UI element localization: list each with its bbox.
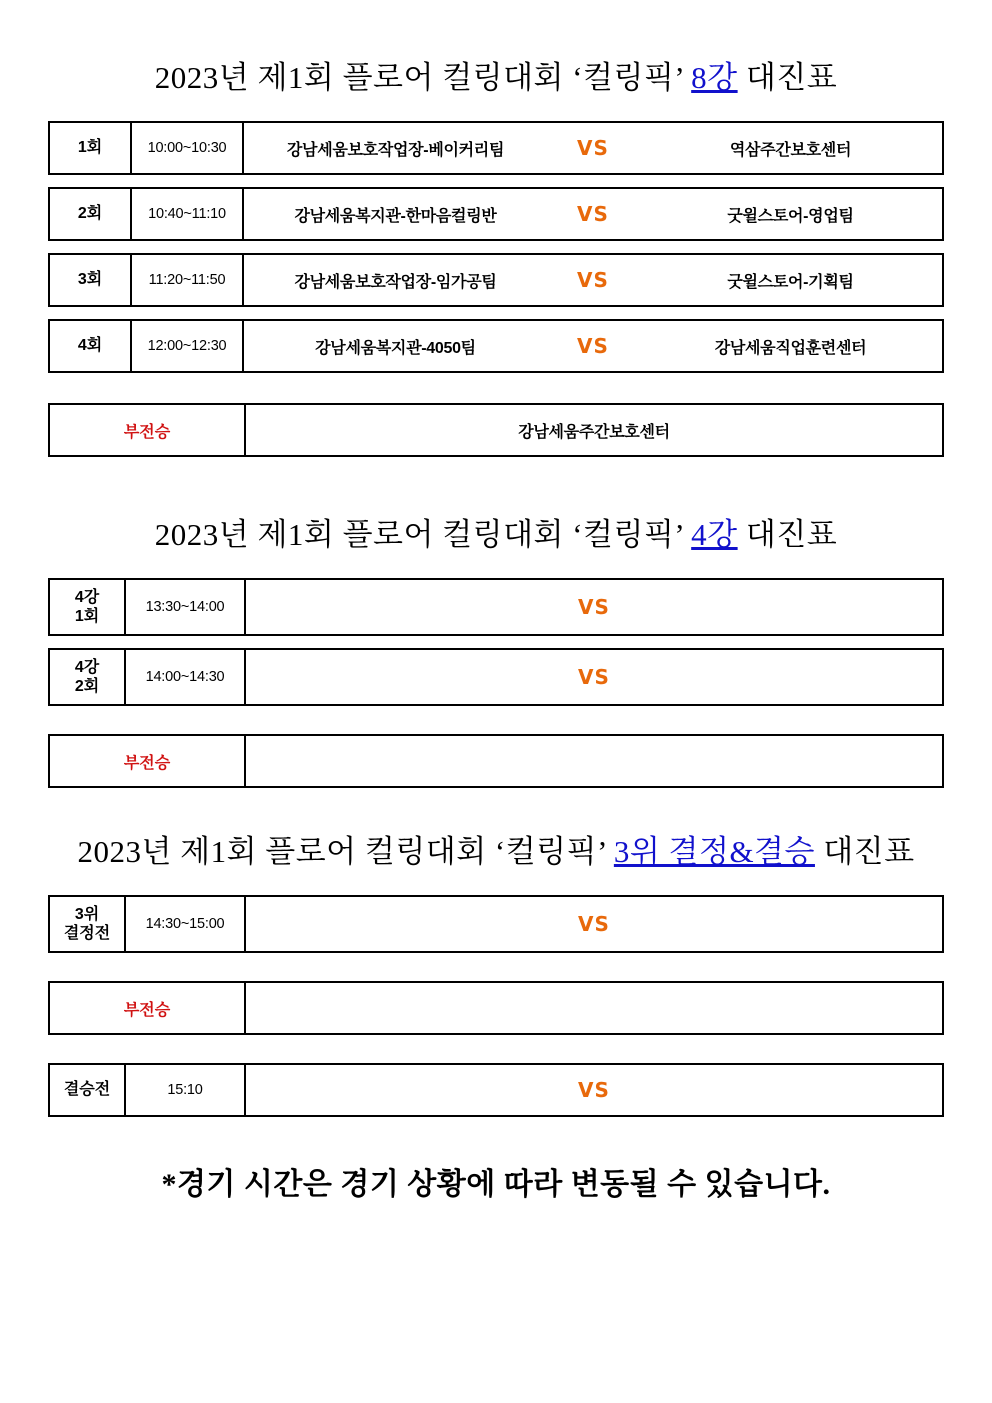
bye-row: [48, 403, 944, 457]
round-label: 2회: [50, 189, 132, 239]
round-label-line2: 1회: [74, 608, 100, 625]
section-title-prefix: 2023년 제1회 플로어 컬링대회 ‘컬링픽’: [154, 60, 692, 95]
round-label: 4회: [50, 321, 132, 371]
versus-label: VS: [578, 665, 610, 689]
versus-label: VS: [578, 912, 610, 936]
versus-label: VS: [577, 202, 609, 226]
round-label-line2: 2회: [74, 678, 100, 695]
section-title-prefix: 2023년 제1회 플로어 컬링대회 ‘컬링픽’: [154, 517, 692, 552]
bye-label: 부전승: [50, 405, 246, 455]
bye-team-name: 강남세움주간보호센터: [518, 423, 670, 441]
bye-row: [48, 981, 944, 1035]
section-title-highlight: 8강: [691, 60, 738, 95]
round-label: 3회: [50, 255, 132, 305]
team-a-name: 강남세움보호작업장-베이커리팀: [286, 141, 505, 159]
round-label-line1: 4강: [74, 588, 100, 606]
versus-label: VS: [578, 595, 610, 619]
match-time: 11:20~11:50: [132, 255, 244, 305]
bye-label: 부전승: [50, 736, 246, 786]
section-title-semifinal: [48, 509, 944, 554]
section-title-quarterfinal: [48, 52, 944, 97]
section-title-highlight: 4강: [691, 517, 738, 552]
table-row: [48, 121, 944, 175]
bracket-semifinal: [48, 578, 944, 788]
round-label: [50, 650, 126, 704]
team-a-name: 강남세움복지관-한마음컬링반: [294, 207, 497, 225]
match-time: 15:10: [126, 1065, 246, 1115]
section-title-suffix: 대진표: [737, 60, 838, 95]
final-row: [48, 1063, 944, 1117]
table-row: [48, 253, 944, 307]
match-slot: [246, 1065, 942, 1115]
table-row: [48, 319, 944, 373]
bracket-thirdplace-final: [48, 895, 944, 1117]
bracket-quarterfinal: [48, 121, 944, 457]
team-a-name: 강남세움보호작업장-임가공팀: [294, 273, 497, 291]
table-row: [48, 187, 944, 241]
versus-label: VS: [577, 136, 609, 160]
match-slot: [246, 580, 942, 634]
section-title-suffix: 대진표: [737, 517, 838, 552]
versus-label: VS: [577, 268, 609, 292]
match-time: 10:40~11:10: [132, 189, 244, 239]
footer-note: *경기 시간은 경기 상황에 따라 변동될 수 있습니다.: [161, 1168, 831, 1201]
section-title-suffix: 대진표: [814, 834, 915, 869]
round-label-line1: 3위: [74, 905, 100, 923]
versus-label: VS: [577, 334, 609, 358]
round-label-line2: 결정전: [63, 925, 111, 942]
team-b-name: 강남세움직업훈련센터: [714, 339, 867, 357]
bye-team-name: [246, 736, 942, 786]
match-time: 10:00~10:30: [132, 123, 244, 173]
team-b-name: 굿윌스토어-기획팀: [727, 273, 854, 291]
section-title-thirdplace-final: [48, 826, 944, 871]
section-title-prefix: 2023년 제1회 플로어 컬링대회 ‘컬링픽’: [77, 834, 614, 869]
team-b-name: 역삼주간보호센터: [729, 141, 852, 159]
bye-team-name: [246, 983, 942, 1033]
round-label-line1: 4강: [74, 658, 100, 676]
bye-label: 부전승: [50, 983, 246, 1033]
bye-row: [48, 734, 944, 788]
versus-label: VS: [578, 1078, 610, 1102]
section-title-highlight: 3위 결정&결승: [613, 834, 815, 869]
round-label: [50, 580, 126, 634]
match-slot: [246, 897, 942, 951]
team-a-name: 강남세움복지관-4050팀: [315, 339, 476, 357]
round-label: 결승전: [50, 1065, 126, 1115]
match-slot: [246, 650, 942, 704]
table-row: [48, 895, 944, 953]
table-row: [48, 648, 944, 706]
round-label: [50, 897, 126, 951]
table-row: [48, 578, 944, 636]
match-time: 14:30~15:00: [126, 897, 246, 951]
match-time: 12:00~12:30: [132, 321, 244, 371]
round-label: 1회: [50, 123, 132, 173]
match-time: 14:00~14:30: [126, 650, 246, 704]
team-b-name: 굿윌스토어-영업팀: [727, 207, 854, 225]
match-time: 13:30~14:00: [126, 580, 246, 634]
